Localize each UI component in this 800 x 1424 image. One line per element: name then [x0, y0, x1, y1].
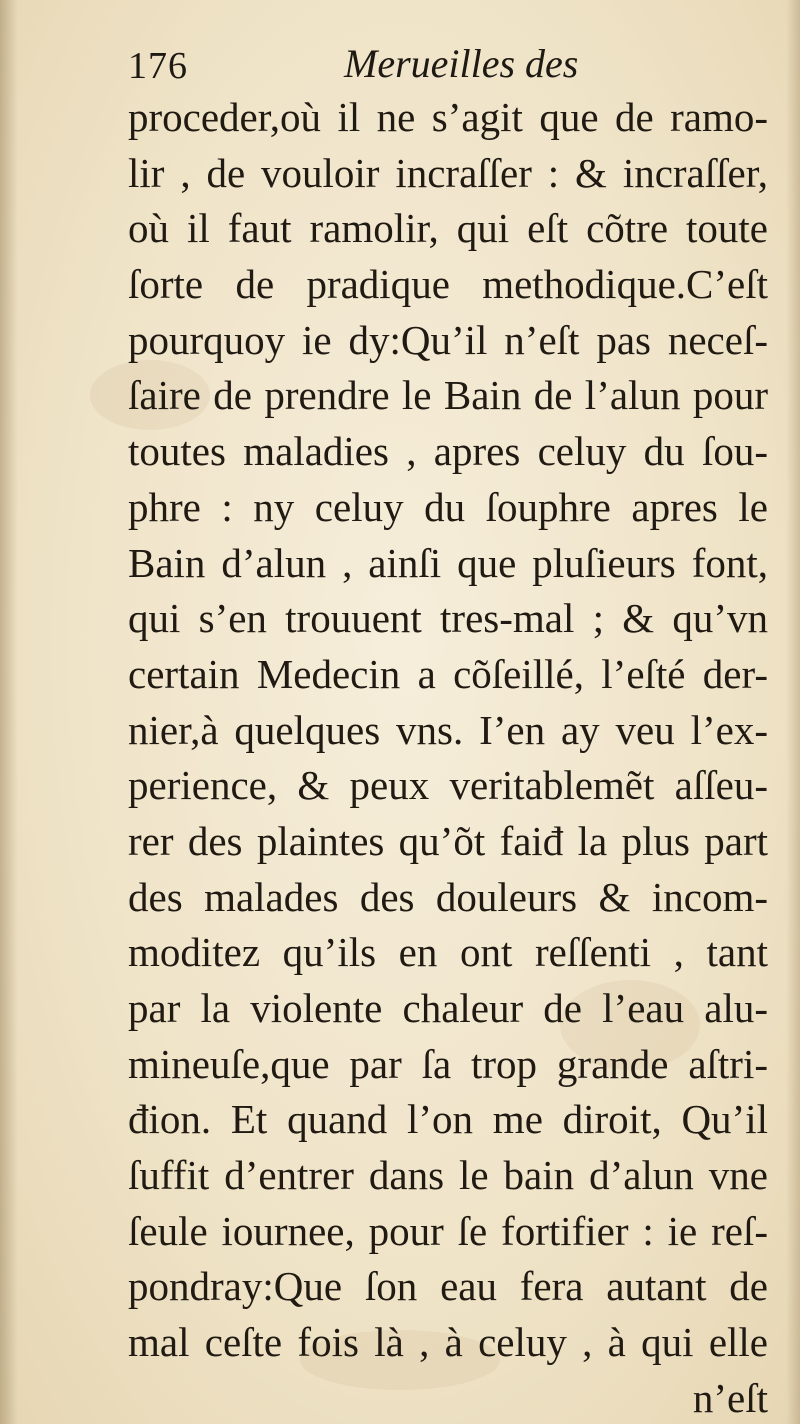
- text-line: des malades des douleurs & incom-: [128, 873, 768, 920]
- text-line: ſorte de pradique methodique.C’eſt: [128, 261, 768, 308]
- text-line: certain Medecin a cõſeillé, l’eſté der-: [128, 650, 768, 697]
- running-head: Merueilles des: [344, 41, 579, 86]
- text-line: qui s’en trouuent tres-mal ; & qu’vn: [128, 595, 768, 642]
- text-line: nier,à quelques vns. I’en ay veu l’ex-: [128, 706, 768, 753]
- text-line: par la violente chaleur de l’eau alu-: [128, 985, 768, 1031]
- text-line: perience, & peux veritablemẽt aſſeu-: [128, 762, 768, 809]
- text-line: phre : ny celuy du ſouphre apres le: [128, 483, 768, 530]
- text-line: toutes maladies , apres celuy du ſou-: [128, 428, 768, 475]
- page-edge-shadow-right: [786, 0, 800, 1424]
- text-line: Bain d’alun , ainſi que pluſieurs font,: [128, 539, 768, 586]
- page-header: [128, 30, 748, 90]
- catchword: n’eſt: [692, 1374, 768, 1421]
- text-line: rer des plaintes qu’õt faiđ la plus part: [128, 817, 768, 864]
- text-line: ſuffit d’entrer dans le bain d’alun vne: [128, 1152, 768, 1199]
- text-line: lir , de vouloir incraſſer : & incraſſer,: [128, 149, 768, 196]
- body-text: [128, 90, 768, 1424]
- text-line: proceder,où il ne s’agit que de ramo-: [128, 94, 768, 140]
- text-line: mineuſe,que par ſa trop grande aſtri-: [128, 1040, 768, 1087]
- page-number: 176: [128, 45, 188, 87]
- text-line: ſaire de prendre le Bain de l’alun pour: [128, 372, 768, 419]
- text-line: où il faut ramolir, qui eſt cõtre toute: [128, 205, 768, 252]
- text-line: pondray:Que ſon eau fera autant de: [128, 1263, 768, 1310]
- text-line: moditez qu’ils en ont reſſenti , tant: [128, 929, 768, 976]
- text-line: ſeule iournee, pour ſe fortifier : ie reſ-: [128, 1207, 768, 1254]
- text-line: pourquoy ie dy:Qu’il n’eſt pas neceſ-: [128, 316, 768, 363]
- page-edge-shadow-left: [0, 0, 18, 1424]
- text-line: đion. Et quand l’on me diroit, Qu’il: [128, 1096, 768, 1143]
- text-line: mal ceſte fois là , à celuy , à qui elle: [128, 1319, 768, 1366]
